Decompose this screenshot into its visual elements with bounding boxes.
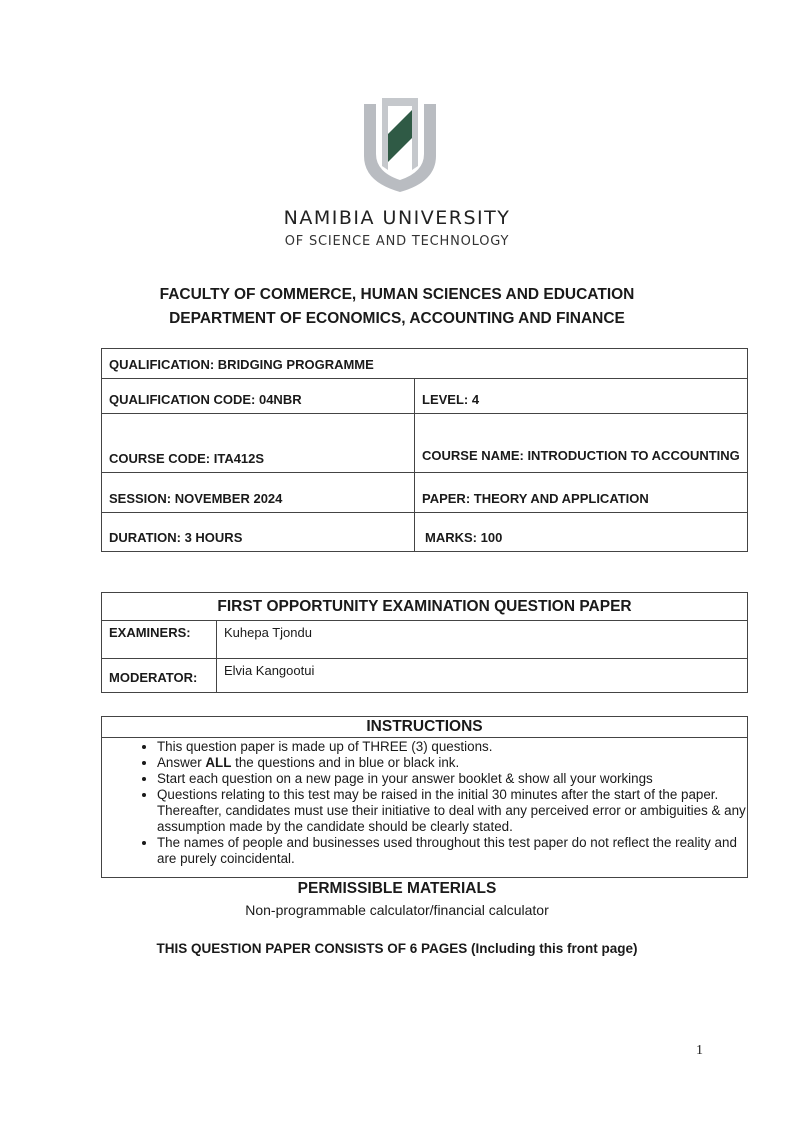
faculty-name: FACULTY OF COMMERCE, HUMAN SCIENCES AND EDUCATION	[159, 286, 635, 303]
instruction-item: • Start each question on a new page in your answer booklet & show all your workings	[157, 771, 747, 787]
course-name-cell: COURSE NAME: INTRODUCTION TO ACCOUNTING	[415, 414, 748, 473]
university-name: NAMIBIA UNIVERSITY	[283, 207, 511, 229]
exam-title: FIRST OPPORTUNITY EXAMINATION QUESTION PAPER	[102, 593, 748, 621]
instructions-title: INSTRUCTIONS	[102, 717, 747, 738]
marks-cell: MARKS: 100	[415, 513, 748, 552]
permissible-materials-text: Non-programmable calculator/financial calculator	[245, 902, 549, 918]
instruction-item: • This question paper is made up of THREE (3) questions.	[157, 739, 747, 755]
instructions-box	[101, 716, 748, 878]
level-cell: LEVEL: 4	[415, 379, 748, 414]
session-cell: SESSION: NOVEMBER 2024	[102, 473, 415, 513]
university-logo-icon	[358, 94, 442, 194]
paper-cell: PAPER: THEORY AND APPLICATION	[415, 473, 748, 513]
examiners-label: EXAMINERS:	[102, 621, 217, 659]
instruction-item: • Answer ALL the questions and in blue or black ink.	[157, 755, 747, 771]
qualification-cell: QUALIFICATION: BRIDGING PROGRAMME	[102, 349, 748, 379]
pages-note: THIS QUESTION PAPER CONSISTS OF 6 PAGES (Including this front page)	[156, 941, 638, 956]
faculty-heading	[0, 283, 794, 331]
page-number: 1	[696, 1043, 703, 1058]
examiners-table	[101, 592, 748, 693]
instruction-emphasis: ALL	[205, 755, 232, 770]
course-code-cell: COURSE CODE: ITA412S	[102, 414, 415, 473]
moderator-value: Elvia Kangootui	[217, 659, 748, 693]
qualification-code-cell: QUALIFICATION CODE: 04NBR	[102, 379, 415, 414]
permissible-materials-title: PERMISSIBLE MATERIALS	[297, 880, 497, 897]
department-name: DEPARTMENT OF ECONOMICS, ACCOUNTING AND FINANCE	[169, 310, 625, 327]
university-subtitle: OF SCIENCE AND TECHNOLOGY	[284, 234, 510, 249]
instruction-item: • The names of people and businesses used throughout this test paper do not reflect the reality and are purely coincidental.	[157, 835, 747, 867]
moderator-label: MODERATOR:	[102, 659, 217, 693]
course-details-table	[101, 348, 748, 552]
instructions-list	[102, 739, 747, 867]
examiners-value: Kuhepa Tjondu	[217, 621, 748, 659]
instruction-item: • Questions relating to this test may be raised in the initial 30 minutes after the start of the paper. Thereafter, candidates must use their initiative to deal with any perceived error or ambiguities & any assumption made by the candidate should be clearly stated.	[157, 787, 747, 835]
duration-cell: DURATION: 3 HOURS	[102, 513, 415, 552]
